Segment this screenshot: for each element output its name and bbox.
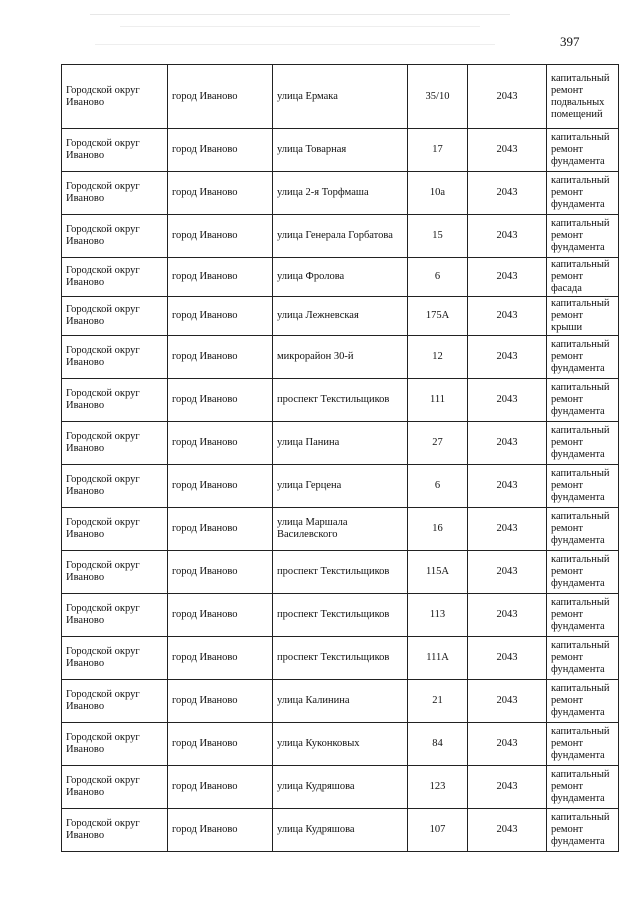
table-row [62,766,619,809]
street-cell: улица Маршала Василевского [273,508,408,551]
district-cell: Городской округ Иваново [62,336,168,379]
table-row [62,215,619,258]
house-number-cell: 21 [408,680,468,723]
city-cell: город Иваново [168,215,273,258]
year-cell: 2043 [468,594,547,637]
work-type-cell: капитальный ремонт фундамента [547,172,619,215]
year-cell: 2043 [468,680,547,723]
work-type-cell: капитальный ремонт фундамента [547,379,619,422]
house-number-cell: 111А [408,637,468,680]
street-cell: проспект Текстильщиков [273,379,408,422]
year-cell: 2043 [468,422,547,465]
house-number-cell: 15 [408,215,468,258]
street-cell: улица 2-я Торфмаша [273,172,408,215]
table-row [62,551,619,594]
city-cell: город Иваново [168,723,273,766]
district-cell: Городской округ Иваново [62,215,168,258]
city-cell: город Иваново [168,594,273,637]
table-row [62,258,619,297]
house-number-cell: 84 [408,723,468,766]
year-cell: 2043 [468,551,547,594]
street-cell: улица Ермака [273,65,408,129]
street-cell: проспект Текстильщиков [273,637,408,680]
street-cell: улица Лежневская [273,297,408,336]
street-cell: улица Кудряшова [273,809,408,852]
district-cell: Городской округ Иваново [62,723,168,766]
house-number-cell: 115А [408,551,468,594]
street-cell: улица Кудряшова [273,766,408,809]
year-cell: 2043 [468,465,547,508]
scan-artifact [95,44,495,45]
table-row [62,379,619,422]
street-cell: улица Калинина [273,680,408,723]
house-number-cell: 27 [408,422,468,465]
table-row [62,594,619,637]
work-type-cell: капитальный ремонт фундамента [547,129,619,172]
house-number-cell: 175А [408,297,468,336]
street-cell: улица Куконковых [273,723,408,766]
house-number-cell: 12 [408,336,468,379]
year-cell: 2043 [468,129,547,172]
city-cell: город Иваново [168,258,273,297]
table-row [62,723,619,766]
street-cell: проспект Текстильщиков [273,594,408,637]
street-cell: улица Товарная [273,129,408,172]
city-cell: город Иваново [168,551,273,594]
scan-artifact [90,14,510,15]
city-cell: город Иваново [168,508,273,551]
house-number-cell: 6 [408,465,468,508]
year-cell: 2043 [468,297,547,336]
house-number-cell: 113 [408,594,468,637]
city-cell: город Иваново [168,766,273,809]
work-type-cell: капитальный ремонт фундамента [547,680,619,723]
street-cell: улица Генерала Горбатова [273,215,408,258]
table-row [62,336,619,379]
street-cell: микрорайон 30-й [273,336,408,379]
work-type-cell: капитальный ремонт крыши [547,297,619,336]
city-cell: город Иваново [168,129,273,172]
work-type-cell: капитальный ремонт фундамента [547,637,619,680]
house-number-cell: 123 [408,766,468,809]
repair-schedule-table [61,64,619,852]
year-cell: 2043 [468,258,547,297]
work-type-cell: капитальный ремонт фундамента [547,723,619,766]
city-cell: город Иваново [168,172,273,215]
city-cell: город Иваново [168,465,273,508]
city-cell: город Иваново [168,637,273,680]
district-cell: Городской округ Иваново [62,594,168,637]
work-type-cell: капитальный ремонт фундамента [547,809,619,852]
year-cell: 2043 [468,766,547,809]
work-type-cell: капитальный ремонт фундамента [547,594,619,637]
scan-artifact [120,26,480,27]
street-cell: улица Фролова [273,258,408,297]
district-cell: Городской округ Иваново [62,680,168,723]
district-cell: Городской округ Иваново [62,379,168,422]
year-cell: 2043 [468,723,547,766]
district-cell: Городской округ Иваново [62,258,168,297]
work-type-cell: капитальный ремонт фундамента [547,508,619,551]
house-number-cell: 16 [408,508,468,551]
table-row [62,297,619,336]
district-cell: Городской округ Иваново [62,551,168,594]
table-row [62,809,619,852]
table-row [62,680,619,723]
city-cell: город Иваново [168,65,273,129]
district-cell: Городской округ Иваново [62,637,168,680]
year-cell: 2043 [468,379,547,422]
district-cell: Городской округ Иваново [62,422,168,465]
year-cell: 2043 [468,215,547,258]
district-cell: Городской округ Иваново [62,508,168,551]
page-number: 397 [560,34,580,49]
table-row [62,129,619,172]
work-type-cell: капитальный ремонт фундамента [547,766,619,809]
year-cell: 2043 [468,508,547,551]
table-row [62,508,619,551]
house-number-cell: 10а [408,172,468,215]
district-cell: Городской округ Иваново [62,766,168,809]
district-cell: Городской округ Иваново [62,809,168,852]
district-cell: Городской округ Иваново [62,129,168,172]
work-type-cell: капитальный ремонт фундамента [547,215,619,258]
work-type-cell: капитальный ремонт фундамента [547,336,619,379]
table-row [62,465,619,508]
city-cell: город Иваново [168,809,273,852]
work-type-cell: капитальный ремонт фасада [547,258,619,297]
work-type-cell: капитальный ремонт фундамента [547,551,619,594]
work-type-cell: капитальный ремонт фундамента [547,422,619,465]
city-cell: город Иваново [168,422,273,465]
table-row [62,637,619,680]
table-row [62,65,619,129]
district-cell: Городской округ Иваново [62,172,168,215]
city-cell: город Иваново [168,336,273,379]
year-cell: 2043 [468,65,547,129]
year-cell: 2043 [468,809,547,852]
house-number-cell: 35/10 [408,65,468,129]
street-cell: улица Панина [273,422,408,465]
district-cell: Городской округ Иваново [62,297,168,336]
street-cell: улица Герцена [273,465,408,508]
house-number-cell: 6 [408,258,468,297]
city-cell: город Иваново [168,379,273,422]
city-cell: город Иваново [168,297,273,336]
year-cell: 2043 [468,637,547,680]
year-cell: 2043 [468,336,547,379]
district-cell: Городской округ Иваново [62,65,168,129]
table-row [62,422,619,465]
district-cell: Городской округ Иваново [62,465,168,508]
city-cell: город Иваново [168,680,273,723]
work-type-cell: капитальный ремонт фундамента [547,465,619,508]
year-cell: 2043 [468,172,547,215]
house-number-cell: 107 [408,809,468,852]
house-number-cell: 17 [408,129,468,172]
street-cell: проспект Текстильщиков [273,551,408,594]
work-type-cell: капитальный ремонт подвальных помещений [547,65,619,129]
house-number-cell: 111 [408,379,468,422]
table-row [62,172,619,215]
